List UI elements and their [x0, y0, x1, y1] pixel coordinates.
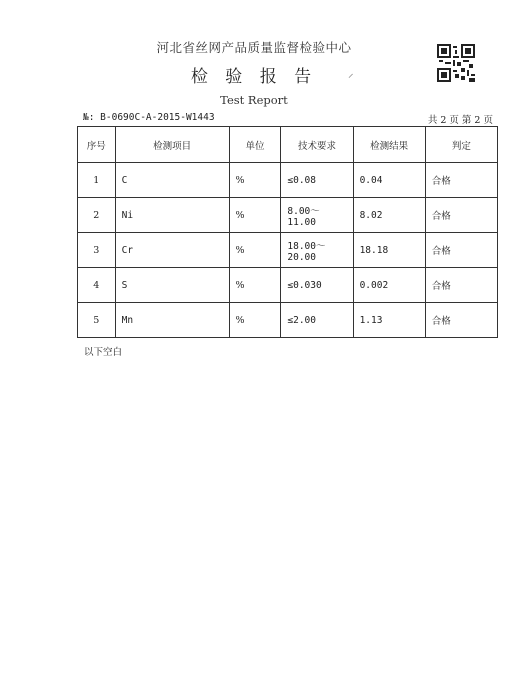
- unit: %: [229, 268, 281, 303]
- verdict: 合格: [425, 163, 497, 198]
- table-row: [78, 268, 498, 303]
- requirement: 18.00～20.00: [281, 233, 353, 268]
- verdict: 合格: [425, 303, 497, 338]
- result: 1.13: [353, 303, 425, 338]
- test-item: S: [115, 268, 229, 303]
- requirement: ≤2.00: [281, 303, 353, 338]
- test-item: Cr: [115, 233, 229, 268]
- table-row: [78, 163, 498, 198]
- unit: %: [229, 163, 281, 198]
- requirement: 8.00～11.00: [281, 198, 353, 233]
- header-verdict: 判定: [425, 127, 497, 163]
- result: 0.002: [353, 268, 425, 303]
- result: 0.04: [353, 163, 425, 198]
- test-item: Mn: [115, 303, 229, 338]
- row-number: 4: [78, 268, 116, 303]
- report-number: №: B-0690C-A-2015-W1443: [83, 112, 215, 123]
- header-result: 检测结果: [353, 127, 425, 163]
- table-row: [78, 303, 498, 338]
- requirement: ≤0.08: [281, 163, 353, 198]
- row-number: 1: [78, 163, 116, 198]
- pen-mark-icon: ⸝: [348, 67, 354, 80]
- unit: %: [229, 303, 281, 338]
- test-item: C: [115, 163, 229, 198]
- blank-below-note: 以下空白: [84, 347, 123, 358]
- report-title-zh: 检 验 报 告: [190, 67, 318, 87]
- unit: %: [229, 233, 281, 268]
- requirement: ≤0.030: [281, 268, 353, 303]
- qr-code-icon: [437, 44, 475, 82]
- result: 8.02: [353, 198, 425, 233]
- header-item: 检测项目: [115, 127, 229, 163]
- table-row: [78, 198, 498, 233]
- row-number: 2: [78, 198, 116, 233]
- verdict: 合格: [425, 233, 497, 268]
- verdict: 合格: [425, 198, 497, 233]
- test-item: Ni: [115, 198, 229, 233]
- row-number: 5: [78, 303, 116, 338]
- row-number: 3: [78, 233, 116, 268]
- test-results-table: [77, 126, 498, 338]
- table-header-row: [78, 127, 498, 163]
- header-no: 序号: [78, 127, 116, 163]
- unit: %: [229, 198, 281, 233]
- table-row: [78, 233, 498, 268]
- header-unit: 单位: [229, 127, 281, 163]
- header-requirement: 技术要求: [281, 127, 353, 163]
- report-title-en: Test Report: [220, 93, 288, 107]
- verdict: 合格: [425, 268, 497, 303]
- result: 18.18: [353, 233, 425, 268]
- organization-name: 河北省丝网产品质量监督检验中心: [156, 40, 352, 55]
- page-indicator: 共 2 页 第 2 页: [427, 115, 493, 126]
